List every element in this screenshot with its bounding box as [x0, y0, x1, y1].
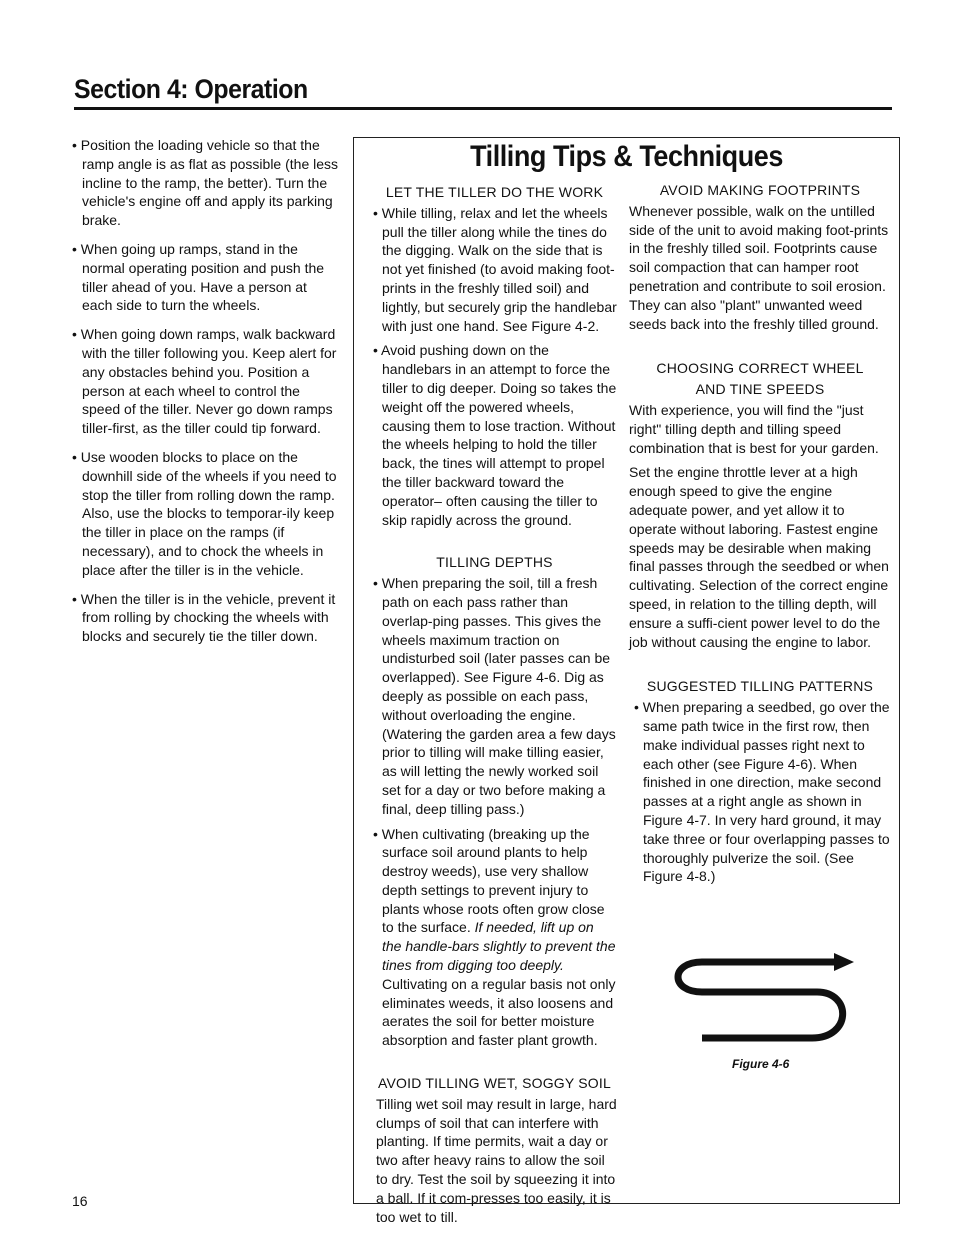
left-bullet-5: • When the tiller is in the vehicle, prevent it from rolling by chocking the wheels with blocks and securely tie the tiller down. [72, 590, 336, 645]
left-bullet-3: • When going down ramps, walk backward with the tiller following you. Keep alert for any obstacles behind you. Position a person at each wheel to control the speed of the tiller. Never go down ramps tiller-first, as the tiller could tip forward. [72, 326, 337, 437]
figure-caption: Figure 4-6 [732, 1057, 790, 1071]
subheading-wheel-speeds-1: CHOOSING CORRECT WHEEL [656, 360, 864, 377]
left-bullet-4: • Use wooden blocks to place on the downhill side of the wheels if you need to stop the tiller from rolling down the ramp. Also, use the blocks to temporar-ily keep the tiller in place on the ramps (if necessary), and to chock the wheels in place after the tiller is in the vehicle. [72, 448, 337, 578]
tip-bullet: • While tilling, relax and let the wheels pull the tiller along while the tines do the digging. Walk on the side that is not yet finished (to avoid making foot-prints in the freshly tilled soil) and lightly, but securely grip the handlebar with just one hand. See Figure 4-2. [373, 204, 617, 334]
tilling-pattern-figure [662, 950, 862, 1050]
tips-column-2 [629, 181, 891, 892]
left-bullet-2: • When going up ramps, stand in the normal operating position and push the tiller ahead of you. Have a person at each side to turn the wheels. [72, 240, 325, 314]
tips-column-1 [372, 183, 617, 1232]
cultivating-text-c: Cultivating on a regular basis not only eliminates weeds, it also loosens and aerates the soil for better moisture absorption and faster plant growth. [382, 975, 616, 1049]
tip-paragraph: Tilling wet soil may result in large, hard clumps of soil that can interfere with planting. If time permits, wait a day or two after heavy rains to allow the soil to dry. Test the soil by squeezing it into a ball. If it com-presses too easily, it is too wet to till. [376, 1095, 617, 1225]
tip-bullet: • When preparing the soil, till a fresh path on each pass rather than overlap-ping passes. This gives the wheels maximum traction on undisturbed soil (later passes can be overlapped). See Figure 4-6. Dig as deeply as possible on each pass, without overloading the engine. (Watering the garden area a few days prior to tilling will make tilling easier, as will letting the newly worked soil set for a day or two before making a final, deep tilling pass.) [373, 575, 616, 817]
subheading-footprints: AVOID MAKING FOOTPRINTS [659, 182, 861, 198]
left-column [70, 136, 340, 656]
tip-bullet: • Avoid pushing down on the handlebars in an attempt to force the tiller to dig deeper. Doing so takes the weight off the powered wheels, causing them to lose traction. Without the wheels helping to hold the tiller back, the tines will attempt to propel the tiller backward toward the operator– often causing the tiller to skip rapidly across the ground. [373, 342, 617, 528]
tip-paragraph: With experience, you will find the "just right" tilling depth and tilling speed combination that is best for your garden. [629, 401, 879, 456]
cultivating-text-a: • When cultivating (breaking up the surface soil around plants to help destroy weeds), use very shallow depth settings to prevent injury to plants whose roots often grow close to the surface. [373, 825, 605, 936]
arrow-head-icon [834, 953, 854, 971]
tip-paragraph: Whenever possible, walk on the untilled side of the unit to avoid making foot-prints in the freshly tilled soil. Footprints cause soil compaction that can hamper root penetration and contribute to soil erosion. They can also "plant" unwanted weed seeds back into the freshly tilled ground. [629, 202, 889, 332]
subheading-wet-soil: AVOID TILLING WET, SOGGY SOIL [378, 1075, 611, 1092]
tip-paragraph: Set the engine throttle lever at a high enough speed to give the engine adequate power, and yet allow it to operate without laboring. Fastest engine speeds may be desirable when making final passes through the seedbed or when cultivating. Selection of the correct engine speed, in relation to the tilling depth, will ensure a suffi-cient power level to do the job without causing the engine to labor. [629, 464, 889, 650]
tips-box-title: Tilling Tips & Techniques [470, 140, 783, 173]
tilling-path-line [678, 962, 843, 1038]
subheading-wheel-speeds-2: AND TINE SPEEDS [695, 381, 825, 398]
cultivating-italic-note: If needed, lift up on the handle-bars slightly to prevent the tines from digging too deeply. [382, 919, 616, 974]
tip-bullet: • When preparing a seedbed, go over the same path twice in the first row, then make individual passes right next to each other (see Figure 4-6). When finished in one direction, make second passes at a right angle as shown in Figure 4-7. In very hard ground, it may take three or four overlapping passes to thoroughly pulverize the soil. (See Figure 4-8.) [634, 699, 890, 885]
subheading-tilling-depths: TILLING DEPTHS [436, 554, 553, 571]
header-rule [74, 107, 892, 110]
section-title: Section 4: Operation [74, 74, 308, 104]
left-bullet-1: • Position the loading vehicle so that the ramp angle is as flat as possible (the less incline to the ramp, the better). Turn the vehicle's engine off and apply its parking brake. [72, 137, 339, 229]
page-number: 16 [72, 1193, 88, 1209]
subheading-tilling-patterns: SUGGESTED TILLING PATTERNS [646, 678, 874, 695]
subheading-let-tiller-work: LET THE TILLER DO THE WORK [385, 184, 604, 200]
tip-bullet-cultivating [372, 825, 617, 1051]
